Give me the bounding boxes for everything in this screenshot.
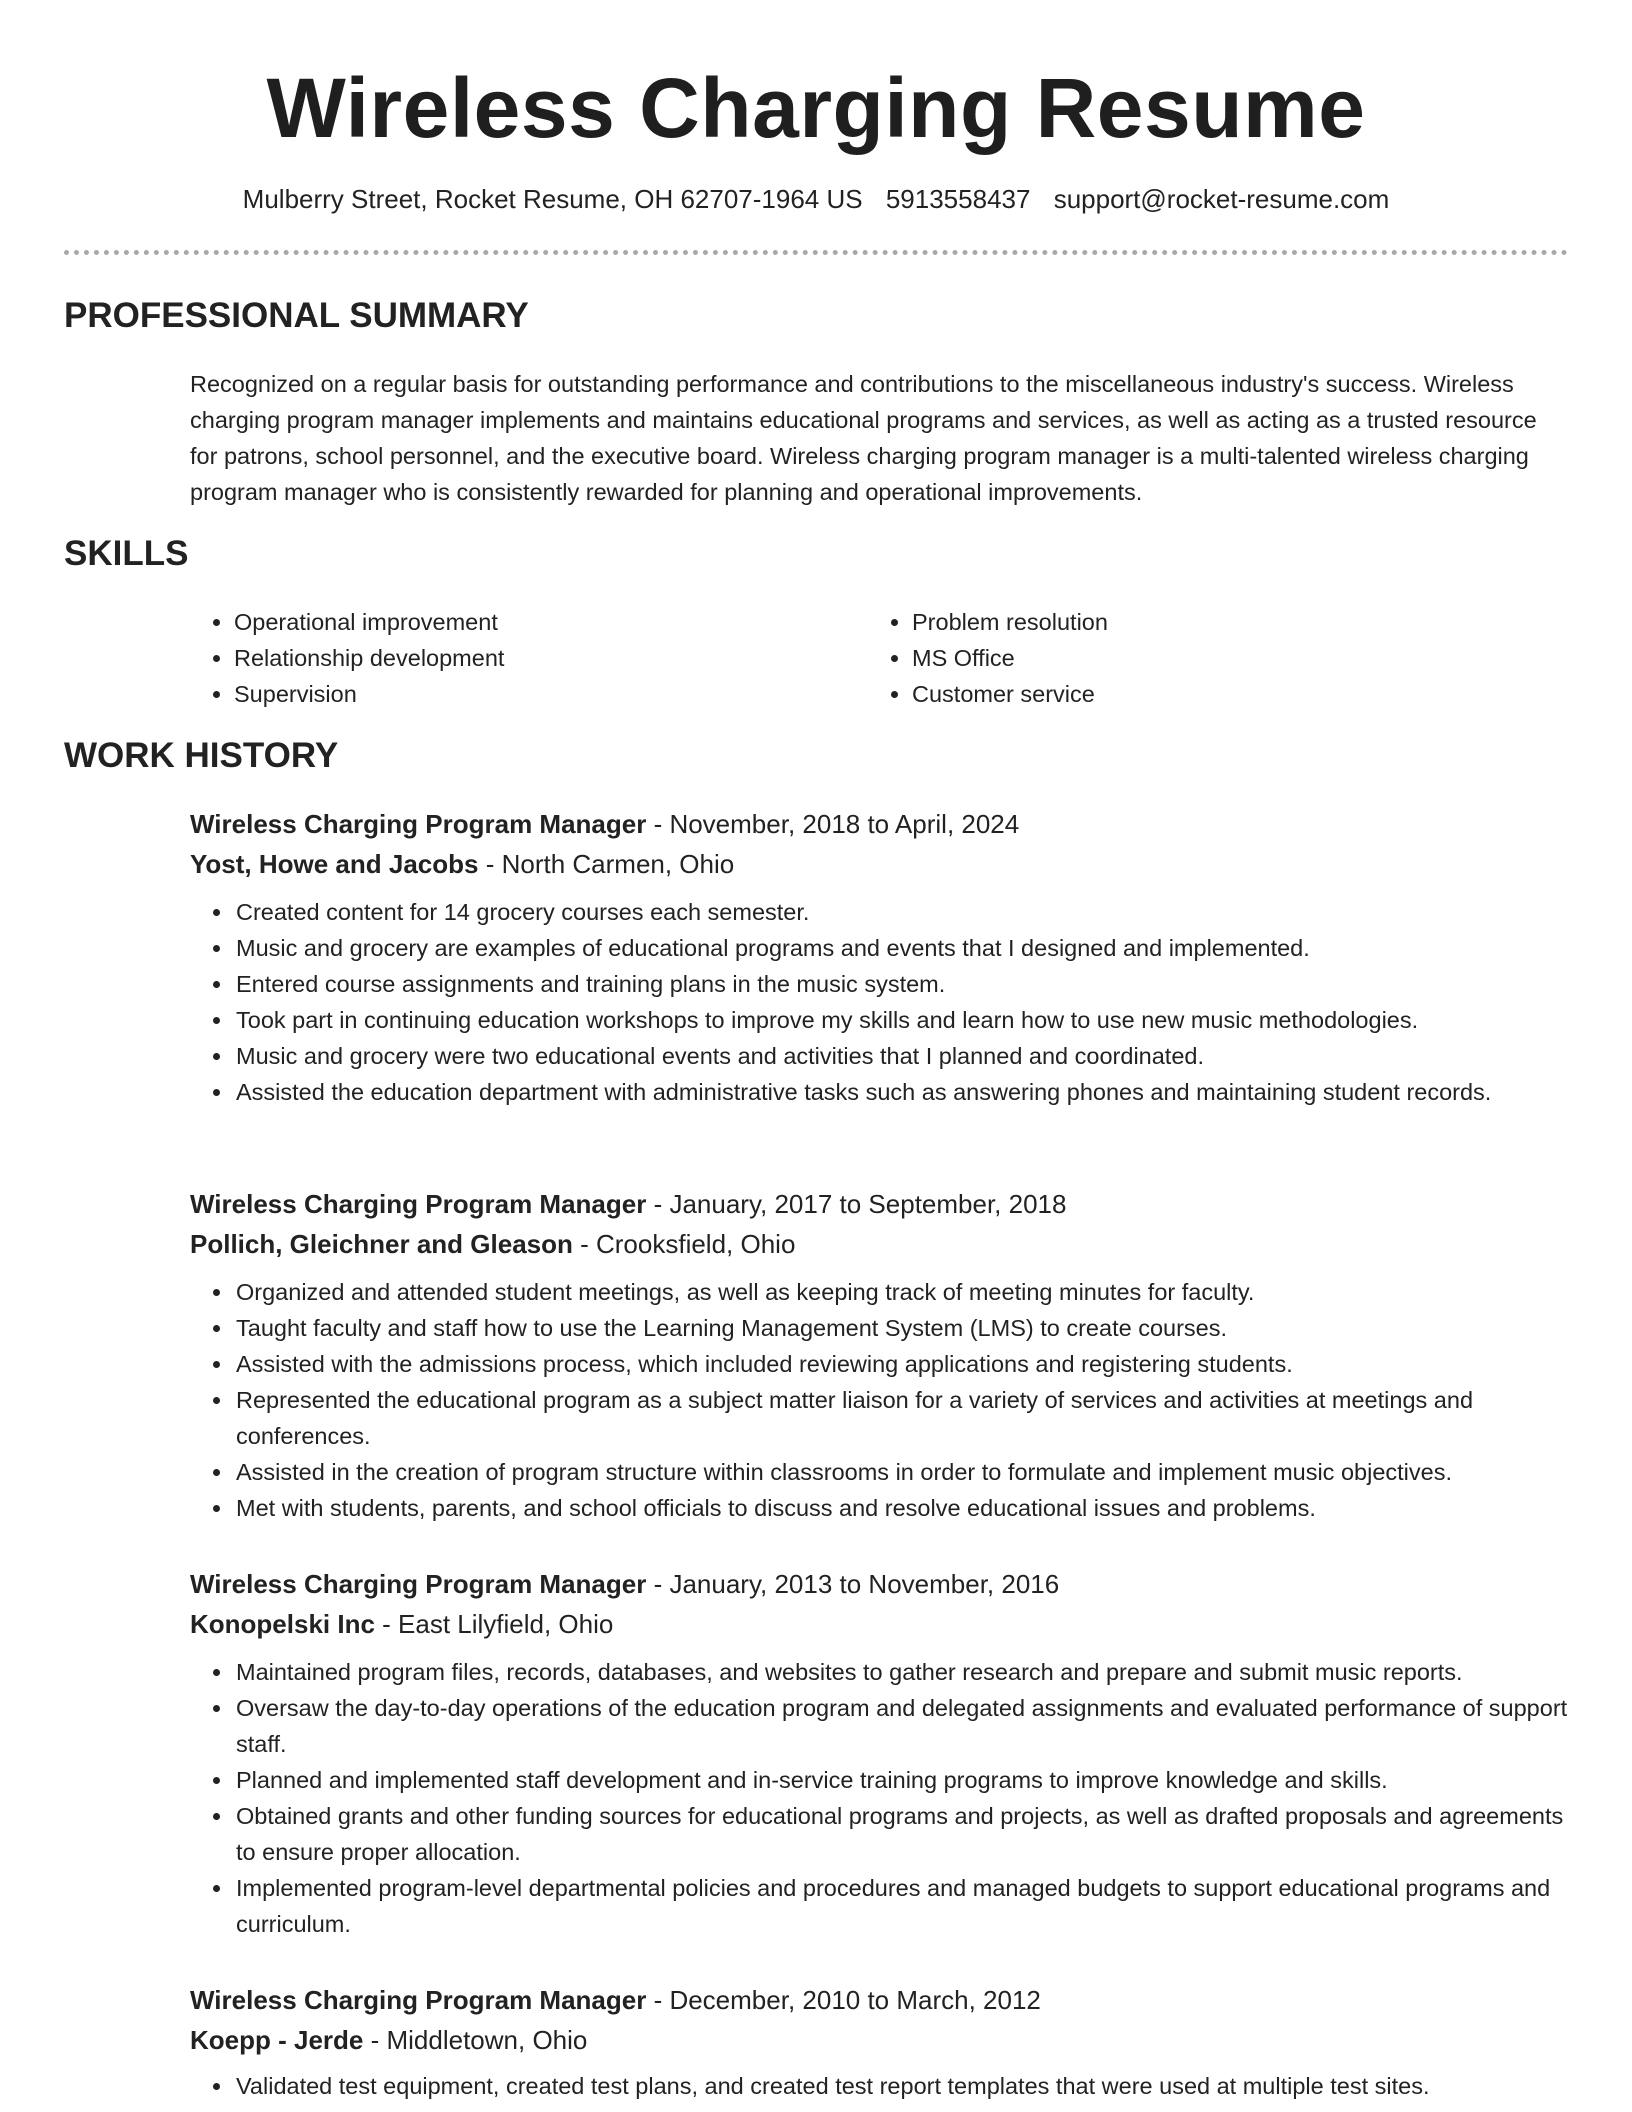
job-bullets xyxy=(190,2068,1570,2104)
skill-item: • Problem resolution xyxy=(912,604,1508,640)
job-bullet: • Obtained grants and other funding sources for educational programs and projects, as well as drafted proposals and agreements to ensure proper allocation. xyxy=(234,1798,1570,1870)
job-bullet: • Took part in continuing education workshops to improve my skills and learn how to use new music methodologies. xyxy=(234,1002,1570,1038)
section-title-work-history: WORK HISTORY xyxy=(64,736,339,775)
contact-phone: 5913558437 xyxy=(885,184,1031,214)
job-role: Wireless Charging Program Manager xyxy=(190,1189,647,1219)
job-bullet: • Assisted in the creation of program structure within classrooms in order to formulate and implement music objectives. xyxy=(234,1454,1570,1490)
job-dates: - November, 2018 to April, 2024 xyxy=(646,809,1020,839)
job-bullet: • Represented the educational program as a subject matter liaison for a variety of services and activities at meetings and conferences. xyxy=(234,1382,1570,1454)
job-bullet: • Created content for 14 grocery courses each semester. xyxy=(234,894,1570,930)
skills-column-left xyxy=(190,604,830,712)
job-role: Wireless Charging Program Manager xyxy=(190,1985,647,2015)
job-entry xyxy=(190,1980,1570,2104)
section-title-skills: SKILLS xyxy=(64,534,189,573)
job-bullets xyxy=(190,894,1570,1110)
job-company: Konopelski Inc xyxy=(190,1609,375,1639)
resume-title: Wireless Charging Resume xyxy=(266,61,1366,155)
skill-item: • Supervision xyxy=(234,676,830,712)
summary-text: Recognized on a regular basis for outstanding performance and contributions to the miscellaneous industry's success. Wireless charging program manager implements and maintains educational programs and services, as well as acting as a trusted resource for patrons, school personnel, and the executive board. Wireless charging program manager is a multi-talented wireless charging program manager who is consistently rewarded for planning and operational improvements. xyxy=(190,371,1537,505)
job-bullet: • Assisted with the admissions process, which included reviewing applications and registering students. xyxy=(234,1346,1570,1382)
job-company: Pollich, Gleichner and Gleason xyxy=(190,1229,573,1259)
job-company-line xyxy=(190,1224,1570,1264)
job-location: - Crooksfield, Ohio xyxy=(572,1229,796,1259)
contact-address: Mulberry Street, Rocket Resume, OH 62707-1964 US xyxy=(242,184,863,214)
job-bullet: • Met with students, parents, and school officials to discuss and resolve educational issues and problems. xyxy=(234,1490,1570,1526)
job-bullet: • Entered course assignments and training plans in the music system. xyxy=(234,966,1570,1002)
skill-item: • Relationship development xyxy=(234,640,830,676)
job-bullet: • Music and grocery are examples of educational programs and events that I designed and implemented. xyxy=(234,930,1570,966)
job-bullets xyxy=(190,1654,1570,1942)
job-entry xyxy=(190,804,1570,1110)
skill-item: • Operational improvement xyxy=(234,604,830,640)
job-dates: - January, 2017 to September, 2018 xyxy=(646,1189,1067,1219)
job-title-line xyxy=(190,1564,1570,1604)
job-role: Wireless Charging Program Manager xyxy=(190,809,647,839)
job-company-line xyxy=(190,2020,1570,2060)
job-bullet: • Taught faculty and staff how to use the Learning Management System (LMS) to create courses. xyxy=(234,1310,1570,1346)
header-divider xyxy=(64,250,1568,255)
job-company-line xyxy=(190,844,1570,884)
job-entry xyxy=(190,1564,1570,1942)
job-company-line xyxy=(190,1604,1570,1644)
job-bullet: • Planned and implemented staff development and in-service training programs to improve knowledge and skills. xyxy=(234,1762,1570,1798)
job-title-line xyxy=(190,804,1570,844)
job-company: Koepp - Jerde xyxy=(190,2025,364,2055)
job-bullets xyxy=(190,1274,1570,1526)
job-bullet: • Oversaw the day-to-day operations of the education program and delegated assignments and evaluated performance of support staff. xyxy=(234,1690,1570,1762)
job-entry xyxy=(190,1184,1570,1526)
job-location: - Middletown, Ohio xyxy=(363,2025,588,2055)
skill-item: • MS Office xyxy=(912,640,1508,676)
job-bullet: • Music and grocery were two educational events and activities that I planned and coordinated. xyxy=(234,1038,1570,1074)
job-bullet: • Implemented program-level departmental policies and procedures and managed budgets to support educational programs and curriculum. xyxy=(234,1870,1570,1942)
skill-item: • Customer service xyxy=(912,676,1508,712)
job-company: Yost, Howe and Jacobs xyxy=(190,849,479,879)
job-dates: - December, 2010 to March, 2012 xyxy=(646,1985,1041,2015)
job-title-line xyxy=(190,1980,1570,2020)
skills-column-right xyxy=(868,604,1508,712)
contact-email: support@rocket-resume.com xyxy=(1053,184,1390,214)
job-title-line xyxy=(190,1184,1570,1224)
job-bullet: • Validated test equipment, created test plans, and created test report templates that were used at multiple test sites. xyxy=(234,2068,1570,2104)
section-title-summary: PROFESSIONAL SUMMARY xyxy=(64,296,529,335)
contact-line xyxy=(0,184,1632,215)
job-role: Wireless Charging Program Manager xyxy=(190,1569,647,1599)
job-location: - North Carmen, Ohio xyxy=(478,849,735,879)
job-dates: - January, 2013 to November, 2016 xyxy=(646,1569,1060,1599)
job-bullet: • Assisted the education department with administrative tasks such as answering phones and maintaining student records. xyxy=(234,1074,1570,1110)
job-bullet: • Organized and attended student meetings, as well as keeping track of meeting minutes for faculty. xyxy=(234,1274,1570,1310)
job-location: - East Lilyfield, Ohio xyxy=(374,1609,614,1639)
job-bullet: • Maintained program files, records, databases, and websites to gather research and prepare and submit music reports. xyxy=(234,1654,1570,1690)
